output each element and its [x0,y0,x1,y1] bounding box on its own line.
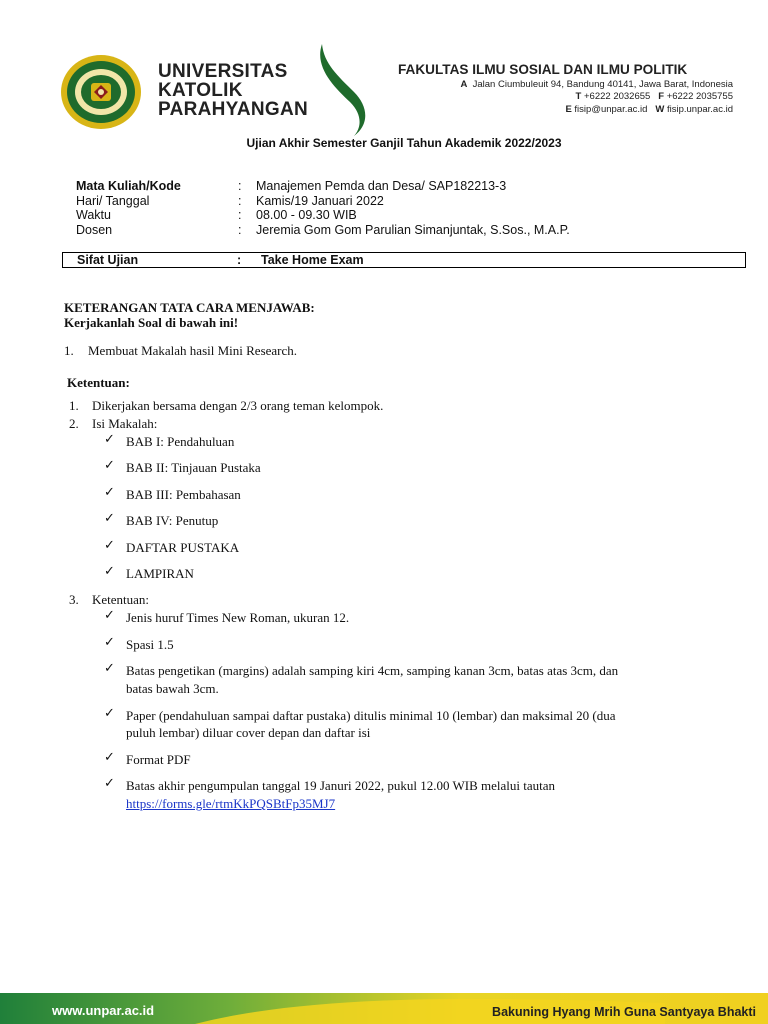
check-icon: ✓ [104,538,115,553]
rule-text: Dikerjakan bersama dengan 2/3 orang teman kelompok. [92,398,384,413]
content-item: BAB III: Pembahasan [126,487,241,502]
rule-number: 1. [69,398,79,413]
info-value: Kamis/19 Januari 2022 [256,193,384,208]
question-number: 1. [64,343,74,358]
faculty-phone-line [398,91,733,103]
faculty-address: Jalan Ciumbuleuit 94, Bandung 40141, Jawa Barat, Indonesia [472,79,733,90]
check-icon: ✓ [104,706,115,721]
instructions-subheading: Kerjakanlah Soal di bawah ini! [64,315,239,330]
info-row [76,194,570,209]
letterhead [0,0,768,130]
university-name-line: UNIVERSITAS [158,61,288,82]
check-icon: ✓ [104,750,115,765]
info-value: 08.00 - 09.30 WIB [256,208,357,223]
footer-website: www.unpar.ac.id [52,1003,155,1018]
check-icon: ✓ [104,432,115,447]
university-seal-logo [56,52,146,132]
exam-type-colon: : [237,253,242,267]
format-rule-continued: batas bawah 3cm. [126,681,219,696]
format-rule: Format PDF [126,752,191,767]
submission-link[interactable]: https://forms.gle/rtmKkPQSBtFp35MJ7 [126,796,336,811]
format-rule: Batas pengetikan (margins) adalah samping kiri 4cm, samping kanan 3cm, batas atas 3cm, dan [126,663,619,678]
exam-type-value: Take Home Exam [261,253,364,267]
faculty-email: fisip@unpar.ac.id [574,103,648,115]
info-label: Mata Kuliah/Kode [76,179,181,193]
info-colon: : [238,208,242,223]
faculty-contact-line [398,104,733,116]
rule-number: 3. [69,592,79,607]
format-rule-continued: puluh lembar) diluar cover depan dan daftar isi [126,725,371,740]
format-rule: Jenis huruf Times New Roman, ukuran 12. [126,610,350,625]
rule-number: 2. [69,416,79,431]
content-item: LAMPIRAN [126,566,194,581]
ketentuan-title: Ketentuan: [67,375,130,390]
info-label: Waktu [76,208,111,223]
check-icon: ✓ [104,458,115,473]
info-value: Jeremia Gom Gom Parulian Simanjuntak, S.Sos., M.A.P. [256,222,570,237]
check-icon: ✓ [104,661,115,676]
rule-text: Ketentuan: [92,592,150,607]
info-colon: : [238,179,242,193]
university-name [158,62,308,119]
footer-motto: Bakuning Hyang Mrih Guna Santyaya Bhakti [492,1005,756,1019]
format-rule: Spasi 1.5 [126,637,174,652]
info-row [76,179,570,194]
university-name-line: PARAHYANGAN [158,99,309,120]
university-name-line: KATOLIK [158,80,243,101]
faculty-block [398,62,733,116]
exam-type-label: Sifat Ujian [77,253,139,267]
question-text: Membuat Makalah hasil Mini Research. [88,343,298,358]
content-item: BAB II: Tinjauan Pustaka [126,460,261,475]
faculty-website: fisip.unpar.ac.id [666,103,733,115]
info-colon: : [238,222,242,237]
fax-label: F [658,91,665,103]
leaf-swoosh-graphic [312,42,372,137]
check-icon: ✓ [104,776,115,791]
faculty-address-line [398,79,733,91]
web-label: W [655,103,665,115]
faculty-title: FAKULTAS ILMU SOSIAL DAN ILMU POLITIK [398,62,688,77]
info-label: Dosen [76,222,113,237]
exam-title: Ujian Akhir Semester Ganjil Tahun Akademik 2022/2023 [246,136,562,150]
check-icon: ✓ [104,635,115,650]
content-item: BAB IV: Penutup [126,513,219,528]
check-icon: ✓ [104,608,115,623]
address-label: A [460,79,468,90]
check-icon: ✓ [104,485,115,500]
content-item: BAB I: Pendahuluan [126,434,235,449]
email-label: E [565,103,572,115]
exam-info [76,179,570,237]
info-row [76,223,570,238]
format-rule: Batas akhir pengumpulan tanggal 19 Januri 2022, pukul 12.00 WIB melalui tautan [126,778,556,793]
info-value: Manajemen Pemda dan Desa/ SAP182213-3 [256,179,507,193]
rule-text: Isi Makalah: [92,416,158,431]
instructions-heading: KETERANGAN TATA CARA MENJAWAB: [64,300,315,315]
exam-type-box [62,252,746,268]
phone-label: T [575,91,582,103]
faculty-fax: +6222 2035755 [666,91,733,103]
info-colon: : [238,193,242,208]
faculty-phone: +6222 2032655 [584,91,651,103]
format-rule: Paper (pendahuluan sampai daftar pustaka) ditulis minimal 10 (lembar) dan maksimal 20 (dua [126,708,616,723]
info-label: Hari/ Tanggal [76,193,150,208]
info-row [76,208,570,223]
content-item: DAFTAR PUSTAKA [126,540,240,555]
check-icon: ✓ [104,564,115,579]
check-icon: ✓ [104,511,115,526]
